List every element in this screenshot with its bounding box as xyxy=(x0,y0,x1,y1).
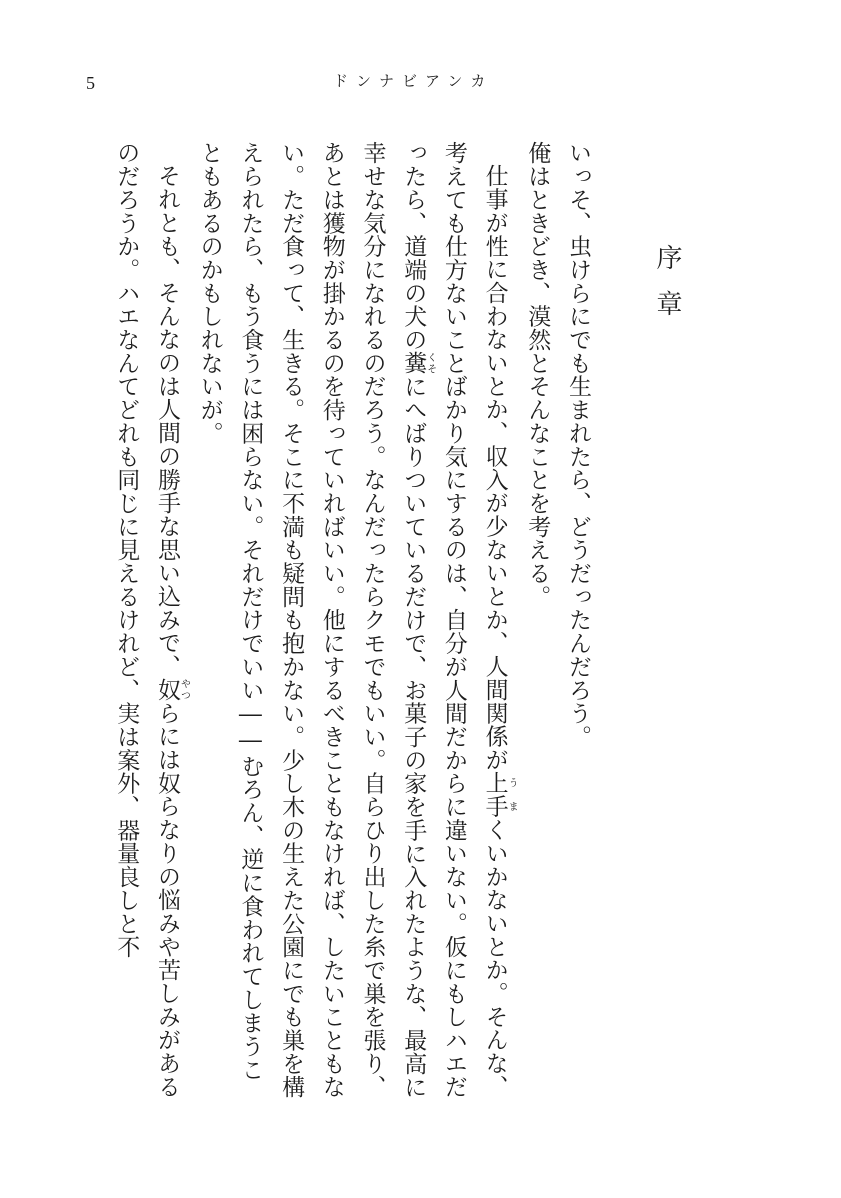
text-run: いっそ、虫けらにでも生まれたら、どうだったんだろう。 xyxy=(565,141,591,749)
ruby-word xyxy=(400,351,436,375)
text-run: くいかないとか。そんな、考えても仕方ないことばかり気にするのは、自分が人間だからに違いない。仮にもしハエだったら、道端の犬の xyxy=(400,141,508,1099)
ruby-base: 奴 xyxy=(153,677,180,702)
running-header: ドンナビアンカ xyxy=(333,72,494,90)
body-paragraph xyxy=(557,141,598,1101)
body-paragraph xyxy=(106,141,189,1101)
text-run: らには奴らなりの悩みや苦しみがあるのだろうか。ハエなんてどれも同じに見えるけれど、実は案外、器量良しと不 xyxy=(113,141,180,1099)
ruby-base: 上手 xyxy=(481,771,508,818)
body-text-column xyxy=(78,141,598,1101)
text-run: それとも、そんなのは人間の勝手な思い込みで、 xyxy=(153,164,180,678)
chapter-title: 序章 xyxy=(652,244,682,336)
ruby-reading: くそ xyxy=(424,351,436,375)
text-run: 仕事が性に合わないとか、収入が少ないとか、人間関係が xyxy=(481,164,508,772)
body-paragraph xyxy=(189,141,517,1101)
body-paragraph xyxy=(517,141,558,1101)
page-number: 5 xyxy=(86,73,95,93)
text-run: 俺はときどき、漠然とそんなことを考える。 xyxy=(524,141,551,608)
ruby-base: 糞 xyxy=(400,351,427,375)
text-run: にへばりついているだけで、お菓子の家を手に入れたような、最高に幸せな気分になれるのだろう。なんだったらクモでもいい。自らひり出した糸で巣を張り、あとは獲物が掛かるのを待っていればいい。他にするべきこともなければ、したいこともない。ただ食って、生きる。そこに不満も疑問も抱かない。少し木の生えた公園にでも巣を構えられたら、もう食うには困らない。それだけでいい――むろん、逆に食われてしまうこともあるのかもしれないが。 xyxy=(196,141,427,1099)
ruby-word xyxy=(153,677,190,702)
ruby-reading: やつ xyxy=(178,677,190,702)
ruby-word xyxy=(481,771,518,818)
ruby-reading: うま xyxy=(506,771,518,818)
